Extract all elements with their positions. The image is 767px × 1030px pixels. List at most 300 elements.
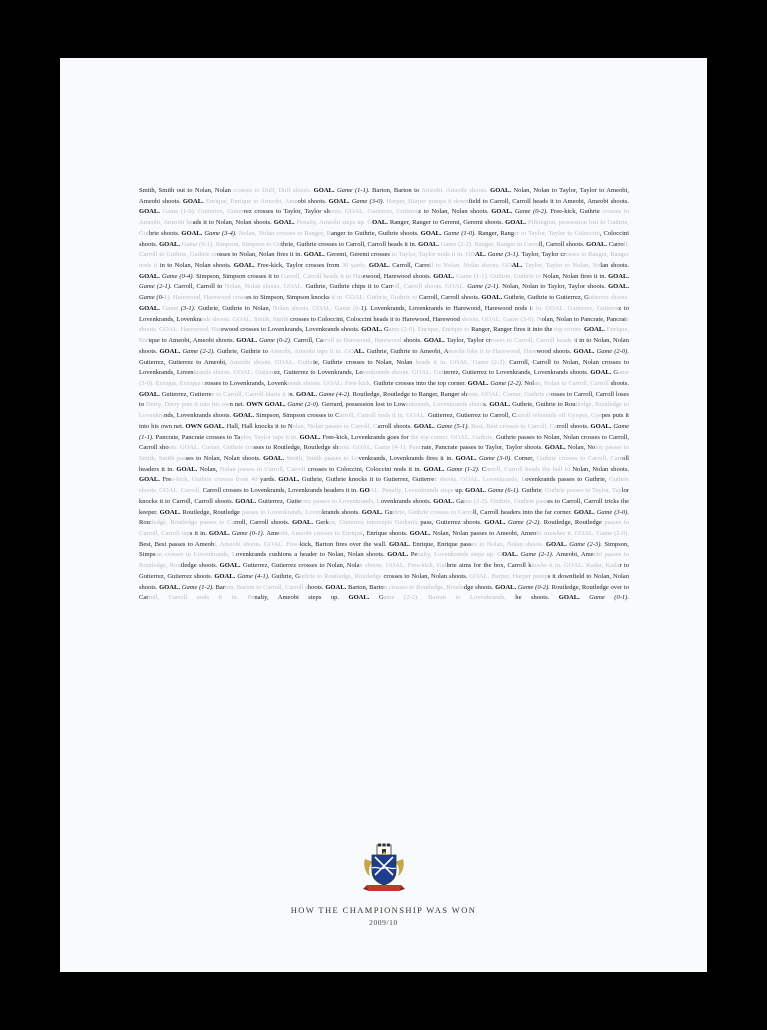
commentary-segment: Game — [162, 304, 181, 312]
commentary-segment: an, Nolan to Carroll, Carroll — [534, 379, 611, 387]
commentary-segment: G — [378, 594, 384, 602]
commentary-segment: Barton, Barto — [347, 583, 384, 591]
commentary-segment: Taylor, Taylor cr — [521, 251, 566, 259]
commentary-segment: me (2-2). Guthrie, Guthrie pass — [463, 497, 548, 505]
commentary-segment: Nolan, Nolan to Taylor, Taylor shoots. — [502, 283, 609, 291]
commentary-segment: Gutierrez, Gutie — [258, 497, 302, 505]
goal-word: GOAL. — [348, 594, 379, 602]
commentary-segment: Nol — [524, 379, 535, 387]
commentary-segment: Bar — [215, 583, 225, 591]
goal-word: GOAL. — [590, 369, 614, 377]
commentary-segment: rrez passes to Lovenkrands, L — [301, 497, 381, 505]
game-score: Game (1-1). — [139, 422, 630, 441]
commentary-segment: Harper, Harper pumps it down — [386, 197, 469, 205]
commentary-segment: s it downfield to Nolan, Nolan shoots. — [139, 572, 629, 591]
commentary-segment: passes to Carroll, Carroll tap — [139, 519, 630, 537]
goal-word: GOAL. — [573, 347, 597, 355]
commentary-segment: G — [383, 326, 389, 334]
commentary-segment: Simpson, Simps — [139, 540, 629, 559]
commentary-segment: Taylor, Taylor cr — [446, 337, 492, 345]
commentary-segment: Ranger, Rang — [477, 229, 515, 237]
commentary-segment: rands shoots. GOAL. Free-kick, — [287, 379, 374, 387]
commentary-segment: passes to Lovenkrands, Loven — [241, 508, 323, 516]
commentary-segment: up. — [455, 487, 466, 495]
commentary-segment: field to Carroll, Carroll heads it to Ameobi, Ameobi shoots. — [468, 197, 629, 205]
commentary-segment: Ame — [266, 530, 280, 537]
commentary-segment: Best, Best passes to Ameob — [139, 540, 215, 548]
goal-word: GOAL. — [182, 197, 206, 205]
commentary-segment: ots. GOAL. Corner, Guthrie cro — [168, 444, 254, 452]
goal-word: GOAL. — [214, 572, 238, 580]
commentary-segment: hrie shoots. — [148, 229, 182, 237]
goal-word: GOAL. — [176, 465, 200, 473]
commentary-segment: Nolan, Nolan fires it in. — [542, 272, 609, 280]
goal-word: GOAL. — [409, 530, 433, 537]
game-score: Game (2-1). — [467, 283, 503, 291]
commentary-segment: ylor, Taylor taps it in. — [240, 433, 300, 441]
goal-word: GOAL. — [263, 454, 287, 462]
commentary-segment: hrie aims for the box, Carroll k — [446, 562, 532, 570]
commentary-segment: ie, Guthrie crosses to Nolan, Nolan — [313, 358, 416, 366]
goal-word: GOAL. — [208, 530, 232, 537]
commentary-segment: Hall, Hall knocks it to N — [226, 422, 293, 430]
commentary-segment: Guthrie, Guthrie to — [216, 347, 270, 355]
goal-word: AL. — [475, 251, 488, 259]
commentary-segment: s. — [483, 401, 490, 409]
game-score: Game (0-4). — [161, 272, 197, 280]
commentary-segment: bi smashes it. GOAL. Game (2-0). — [536, 530, 629, 537]
goal-word: GOAL. — [139, 208, 163, 216]
commentary-segment: tledge, Routledge passes to Ca — [149, 519, 235, 527]
commentary-segment: rroll shoots. — [557, 422, 591, 430]
goal-word: GOAL. — [278, 476, 302, 484]
game-score: Game (3-1). — [487, 251, 522, 259]
commentary-segment: arroll, Carroll heads the ball to — [486, 465, 573, 473]
commentary-segment: Carroll, Carroll heads it to Har — [280, 272, 363, 280]
commentary-segment: Guthrie passes to Nolan, Nolan crosses to Carroll, Carroll sho — [139, 433, 629, 452]
goal-word: GOAL. — [325, 583, 348, 591]
commentary-segment: Corner, — [514, 454, 537, 462]
commentary-segment: ll, Carroll headers into the far corner. — [472, 508, 574, 516]
commentary-segment: oots. GOAL. Gutierrez, Gutierre — [329, 208, 419, 216]
commentary-segment: top corner. — [554, 326, 584, 334]
commentary-segment: Pilkington, possession lost to Guthrie, Gut — [139, 219, 629, 237]
commentary-segment: rez crosses to Taylor, Taylor sh — [243, 208, 330, 216]
commentary-segment: ez, Gutierrez to Lovenkrands, Lo — [274, 369, 363, 377]
game-score: Game (6-1). — [487, 487, 522, 495]
commentary-segment: C — [481, 465, 487, 473]
commentary-segment: oots. GOAL. Game (4-1). Panc — [338, 444, 422, 452]
commentary-segment: ovenkrands shoots. — [380, 497, 434, 505]
goal-word: GOAL. — [139, 390, 162, 398]
tagline: HOW THE CHAMPIONSHIP WAS WON — [290, 905, 477, 915]
commentary-segment: ique to Ameobi, Ameobi shoots. — [148, 337, 237, 345]
commentary-segment: e-kick, Guthrie crosses from 40 — [171, 476, 261, 484]
commentary-segment: yards. — [260, 476, 279, 484]
commentary-segment: Ameobi. Ameobi shoots. — [421, 187, 491, 194]
commentary-segment: uthrie to Routledge, Routledge — [299, 572, 384, 580]
commentary-segment: Guthrie, Guthrie to Ameobi, A — [366, 347, 449, 355]
commentary-segment: wood shoots. — [536, 347, 574, 355]
commentary-segment: Nolan, Nolan shoots. — [572, 465, 630, 473]
goal-word: GOAL. — [303, 251, 327, 259]
commentary-segment: tledge shoots. — [180, 562, 220, 570]
goal-word: GOAL. — [590, 422, 614, 430]
commentary-segment: lan shoots. — [600, 262, 630, 270]
commentary-segment: he shoots. — [515, 594, 559, 602]
goal-word: GOAL. — [139, 476, 163, 484]
game-score: Game (1-2). — [446, 465, 482, 473]
commentary-segment: ovenkrands passes to Guthrie, — [525, 476, 609, 484]
commentary-segment: kick, Barton fires over the wall. — [299, 540, 390, 548]
game-score: Game (2-2). — [490, 379, 525, 387]
commentary-segment: Guthrie crosses to Carroll, Carr — [536, 454, 623, 462]
game-score: Game (0-1). — [589, 594, 629, 602]
commentary-segment: lan passes to Smith, Smith pas — [139, 444, 630, 462]
commentary-segment: ll to Nolan, Nolan shoots. GO — [429, 262, 512, 270]
commentary-segment: crosses to Ameobi, Ameobi he — [139, 208, 629, 227]
commentary-segment: crosses to Duff, Duff shoots. — [233, 187, 314, 194]
game-score: Game (4-1). — [237, 572, 272, 580]
commentary-segment: ame (3-0). Enrique, Enrique c — [139, 369, 629, 387]
commentary-segment: thrie, Guthrie crosses to Carroll, Carroll heads it in. — [281, 240, 419, 248]
commentary-segment: Routledge, Routledge — [182, 508, 242, 516]
commentary-segment: Gu — [384, 508, 393, 516]
goal-word: GOAL. — [608, 283, 630, 291]
commentary-segment: Fre — [162, 476, 172, 484]
commentary-segment: pass, Gutierrez shoots. — [420, 519, 485, 527]
commentary-segment: Enrique, Enrique pass — [412, 540, 472, 548]
goal-word: OWN GOAL. — [185, 422, 227, 430]
commentary-segment: nalty, Lovenkrands steps up. G — [417, 551, 503, 559]
goal-word: GOAL. — [361, 326, 384, 334]
goal-word: OWN GOAL. — [246, 401, 288, 409]
commentary-segment: z to Nolan, Nolan shoots. — [418, 208, 492, 216]
commentary-segment: n. — [289, 390, 297, 398]
commentary-segment: Enrique, Enr — [139, 326, 629, 345]
game-score: 1). — [360, 304, 371, 312]
commentary-segment: dge shoots. — [463, 583, 496, 591]
commentary-segment: Ameobi, Ame — [555, 551, 594, 559]
commentary-segment: rate, Pancrate passes to Taylor, Taylor shoots. — [421, 444, 545, 452]
poster-page — [60, 58, 707, 972]
commentary-segment: Gutierrez, Gutierrez to Carroll, C — [427, 412, 517, 420]
goal-word: GOAL. — [545, 540, 570, 548]
commentary-segment: Game (1-0). Gutierrez, Gutier — [162, 208, 244, 216]
commentary-segment: Ameobi shoots. GOAL. Guthr — [229, 358, 314, 366]
goal-word: GOAL. — [467, 379, 491, 387]
commentary-segment: the top corner. GOAL. Guthrie, — [410, 433, 496, 441]
commentary-segment: Free-kick, Guthrie — [550, 208, 603, 216]
goal-word: GOAL. — [490, 187, 514, 194]
commentary-segment: z shoots. GOAL. Lovenkrands, L — [434, 476, 526, 484]
game-score: Game (2-2). — [182, 347, 217, 355]
commentary-segment: olan, Nolan passes to Carroll, C — [292, 422, 378, 430]
goal-word: GOAL. — [423, 337, 447, 345]
commentary-segment: osses to Carroll, Carroll loses to — [139, 390, 629, 409]
commentary-segment: crosses to Nolan, Nolan shoots. — [383, 572, 470, 580]
commentary-segment: ame (2-0). Enrique, Enrique to — [388, 326, 472, 334]
game-score: Game (3-4). — [204, 229, 239, 237]
goal-word: GOAL. — [139, 304, 163, 312]
goal-word: GO — [359, 487, 370, 495]
commentary-segment: tledge, Routledge to Lovenkra — [139, 401, 629, 420]
commentary-segment: Guthrie, Guthrie to Rou — [512, 401, 576, 409]
commentary-segment: osses to Nolan, Nolan fires it in. — [216, 251, 304, 259]
commentary-segment: Guthrie, G — [271, 572, 300, 580]
game-score: Game (2-1). — [139, 283, 174, 291]
commentary-segment: obi passes to Routledge, Rou — [139, 551, 629, 570]
commentary-segment: Taylor, Taylor to Nolan, No — [524, 262, 601, 270]
goal-word: GOAL. — [159, 347, 183, 355]
commentary-segment: Guthrie, Guthrie to Nolan, — [198, 304, 273, 312]
commentary-segment: oots. GOAL. Corner, Guthrie cr — [467, 390, 552, 398]
commentary-segment: arroll, Carroll nods it in. GOAL. — [339, 412, 428, 420]
commentary-segment: oll, Carroll shoots. GOAL. — [392, 283, 468, 291]
commentary-segment: Game (2-2). Ranger, Ranger to Carro — [440, 240, 539, 248]
commentary-segment: Guthrie crosses into the top corner. — [373, 379, 468, 387]
goal-word: GOAL. — [489, 401, 513, 409]
commentary-segment: Routledge, Routledge to Ranger, Ranger sh — [352, 390, 468, 398]
goal-word: GOAL. — [481, 294, 505, 302]
game-score: (3-1). — [180, 304, 199, 312]
goal-word: OAL. — [372, 219, 390, 227]
game-score: Game (2-2). — [508, 519, 544, 527]
commentary-segment: lor knocks it to Carroll, Carroll shoots. — [139, 487, 629, 505]
goal-word: GOAL. — [491, 208, 515, 216]
commentary-segment: Smith, Smith out to Nolan, Nolan — [139, 187, 234, 194]
commentary-segment: Routledge, Routledge — [543, 519, 605, 527]
goal-word: GOAL. — [433, 497, 457, 505]
game-score: Game (3-0). — [351, 197, 387, 205]
commentary-segment: thrie, Guthrie crosses to Carro — [392, 508, 473, 516]
commentary-segment: r to Gutierrez, Gutierrez shoots. — [139, 562, 629, 580]
game-score: Game (2-0). — [287, 401, 322, 409]
goal-word: GOAL. — [413, 422, 437, 430]
commentary-segment: nalty, Ameobi steps up. — [254, 594, 349, 602]
commentary-segment: en, Gutierrez intercepts Gerken's — [328, 519, 421, 527]
commentary-segment: Carroll, Carroll to — [173, 283, 225, 291]
goal-word: GOAL. — [387, 551, 411, 559]
commentary-segment: z to Lovenkrands, Lovenkra — [139, 304, 629, 323]
commentary-segment: osses to Ranger, Ranger nods it — [139, 251, 630, 270]
goal-word: GOAL. — [586, 240, 609, 248]
goal-word: GOAL. — [433, 272, 457, 280]
game-score: Game (2-0). — [596, 347, 629, 355]
commentary-segment: Nolan, — [199, 465, 220, 473]
goal-word: GOAL. — [423, 465, 447, 473]
commentary-segment: ewood crosses to Lovenkrands, Lovenkrands shoots. — [221, 326, 362, 334]
game-score: Game (3-0). — [596, 508, 629, 516]
commentary-segment: krands shoots. — [322, 508, 362, 516]
game-score: Game (0-2). — [259, 337, 294, 345]
commentary-segment: Ga — [456, 497, 464, 505]
commentary-segment: Carroll, Carro — [392, 262, 430, 270]
game-score: Game (3-0). — [478, 454, 515, 462]
commentary-segment: Free-kick, Lovenkrands goes for — [322, 433, 411, 441]
commentary-segment: oll headers it in. — [139, 454, 629, 473]
commentary-segment: heads it in. GOAL. Game (2-2). — [415, 358, 510, 366]
goal-word: GOAL. — [233, 262, 258, 270]
commentary-segment: Ranger, Ranger fires it into the — [471, 326, 555, 334]
commentary-segment: meobi lobs it to Harewood, Hare — [448, 347, 537, 355]
goal-word: GOAL. — [159, 508, 183, 516]
game-score: Game (4-2). — [318, 390, 353, 398]
commentary-segment: ame (2-2). Barton to Lovenkrands, — [383, 594, 516, 602]
commentary-segment: , Enrique shoots. — [362, 530, 410, 537]
commentary-segment: Game (1-1). Guthrie, Guthrie to — [456, 272, 543, 280]
goal-word: GOAL. — [484, 519, 509, 527]
commentary-segment: Nolan shoots. GOAL. Game (0- — [272, 304, 361, 312]
commentary-segment: Lovenkrands, Lovenkrands to Harewood, Harewood nods i — [370, 304, 532, 312]
commentary-segment: roll, Carroll nods it in. Pe — [148, 594, 255, 602]
goal-word: GOAL. — [159, 583, 182, 591]
commentary-segment: n crosses to Routledge, Routle — [383, 583, 464, 591]
goal-word: GOAL. — [505, 219, 529, 227]
commentary-segment: Carro — [608, 240, 624, 248]
commentary-segment: es to Simpson, Simpson knocks — [246, 294, 332, 302]
commentary-segment: arroll shoots. — [377, 422, 414, 430]
goal-word: GOAL. — [465, 487, 488, 495]
commentary-segment: Rou — [139, 519, 150, 527]
goal-word: GOAL. — [418, 240, 441, 248]
commentary-segment: Simpson, Simpson crosses to C — [255, 412, 340, 420]
commentary-segment: Gutierrez, Gutierre — [161, 390, 212, 398]
commentary-segment: , Coloccini shoots. — [139, 229, 629, 248]
commentary-segment: n shoots. GOAL. Free-kick, Gut — [359, 562, 447, 570]
commentary-segment: n net. — [229, 401, 247, 409]
commentary-segment: obi, Ameobi crosses to Enrique — [279, 530, 363, 537]
commentary-segment: enkrands, Lovenkrands shoot — [405, 401, 484, 409]
commentary-segment: shoots. GOAL. Game (3-0). N — [461, 315, 542, 323]
goal-word: GOAL. — [558, 594, 590, 602]
game-score: Game (1-1). — [336, 187, 373, 194]
game-score: Game (0-1). — [231, 530, 267, 537]
goal-word: GOAL. — [420, 229, 444, 237]
commentary-segment: es to Nolan, Nolan shoots. — [471, 540, 546, 548]
goal-word: GOAL. — [608, 272, 629, 280]
commentary-segment: AL. Penalty, Lovenkrands steps — [369, 487, 456, 495]
commentary-segment: ewood, Harewood shoots. — [362, 272, 434, 280]
game-score: Game (1-0). — [443, 229, 478, 237]
commentary-segment: Guthrie, Guthrie chips it to Carr — [305, 283, 393, 291]
commentary-segment: Nolan, Nolan crosses to Ranger, R — [238, 229, 331, 237]
goal-word: GOAL. — [273, 219, 297, 227]
game-score: Game (1-2). — [181, 583, 216, 591]
commentary-segment: Gutierrez, Gutierrez crosses to Nolan, Nola — [242, 562, 360, 570]
commentary-segment: pes puts it into his own net. — [139, 412, 629, 430]
commentary-segment: Gerrard, possession lost to Low — [321, 401, 406, 409]
commentary-segment: on crosses to Lovenkrands, L — [155, 551, 237, 559]
commentary-segment: , Guthrie passes to Taylor, Tay — [541, 487, 622, 495]
commentary-segment: ses to Nolan, Nolan shoots. — [185, 454, 264, 462]
goal-word: GOAL. — [328, 197, 352, 205]
commentary-segment: e shoots. GOAL. Harewood, Har — [139, 315, 630, 334]
goal-word: GOAL. — [455, 454, 479, 462]
commentary-segment: Carroll, Carroll to Nolan, Nolan crosses to Lovenkrands, Loven — [139, 358, 629, 377]
commentary-segment: nds shoots. GOAL. Smith, Smith — [201, 315, 291, 323]
game-score: Game (2-1). — [520, 551, 556, 559]
goal-word: GOAL. — [583, 326, 607, 334]
newcastle-united-crest-icon — [361, 843, 407, 895]
goal-word: OAL. — [502, 551, 521, 559]
commentary-segment: Pe — [410, 551, 418, 559]
goal-word: GOAL. — [219, 562, 243, 570]
commentary-segment: ton, Barton to Carroll, Carroll s — [225, 583, 308, 591]
commentary-segment: Free-kick, Taylor crosses from — [257, 262, 342, 270]
commentary-segment: Nolan passes to Carroll, Carroll — [219, 465, 308, 473]
commentary-segment: er to Taylor, Taylor to Coloccini — [514, 229, 600, 237]
commentary-segment: it in. GOAL. Guthrie, Guthrie to — [331, 294, 419, 302]
commentary-segment: anger to Guthrie, Guthrie shoots. — [330, 229, 421, 237]
goal-word: GOAL. — [313, 187, 337, 194]
commentary-segment: Game (0-1). Simpson, Simpson to Gu — [181, 240, 282, 248]
commentary-segment: GOAL. Harper, Harper pump — [469, 572, 548, 580]
goal-word: GOAL. — [389, 540, 413, 548]
goal-word: GOAL. — [233, 412, 256, 420]
commentary-segment: Barton, Barton to — [372, 187, 422, 194]
commentary-segment: z to Carroll, Carroll blasts it i — [211, 390, 290, 398]
commentary-segment: Nolan, Nolan to Taylor, Taylor to Ameobi, Ameobi shoots. — [139, 187, 629, 205]
commentary-segment: Routledge, Routledge over to Car — [139, 583, 629, 602]
commentary-segment: ovenkrands cushions a header to Nolan, Nolan shoots. — [236, 551, 388, 559]
goal-word: GOAL. — [495, 583, 518, 591]
season-label: 2009/10 — [369, 918, 398, 927]
match-commentary-text — [139, 186, 629, 604]
goal-word: AL. — [353, 347, 367, 355]
commentary-segment: obi shoots. — [297, 197, 329, 205]
game-score: Game (2-3). — [569, 540, 605, 548]
game-score: Game (0- — [139, 294, 165, 302]
commentary-segment: crosses to Coloccini, Coloccini heads it to Harewood, Harewood — [290, 315, 462, 323]
commentary-segment: nocks it in. GOAL. Kadar, Kada — [531, 562, 620, 570]
commentary-segment: osses to Carroll, Carroll heads i — [491, 337, 576, 345]
commentary-segment: Guthrie, Guthrie knocks it to Gutierrez, Gutierre — [301, 476, 435, 484]
game-score: Game (0-2). — [514, 208, 551, 216]
goal-word: GOAL. — [181, 229, 205, 237]
commentary-segment: nds, Lovenkrands shoots. — [164, 412, 234, 420]
commentary-segment: olan, Nolan to Pancrate, Pancrat — [541, 315, 627, 323]
commentary-segment: sses to Routledge, Routledge sh — [253, 444, 339, 452]
commentary-segment: s it in. — [189, 530, 209, 537]
goal-word: AL. — [511, 262, 525, 270]
commentary-segment: Best, Best crosses to Carroll, Ca — [470, 422, 557, 430]
commentary-segment: Carroll crosses to Lovenkrands, Lovenkrands headers it in. — [202, 487, 360, 495]
commentary-segment: rroll, Carroll shoots. — [234, 519, 293, 527]
goal-word: GOAL. — [236, 337, 260, 345]
commentary-segment: rroll to Harewood, Harewood — [322, 337, 404, 345]
commentary-segment: Nolan, Nolan passes to Ameobi, Ameo — [432, 530, 537, 537]
goal-word: GOAL. — [368, 262, 393, 270]
commentary-segment: ll, Carroll to Guthrie, Guthrie cr — [139, 240, 629, 259]
commentary-segment: krands shoots. GOAL. Gutierr — [193, 369, 275, 377]
commentary-segment: Simpson, Simpson crosses it to — [196, 272, 281, 280]
commentary-segment: crosses to Coloccini, Coloccini nods it in. — [307, 465, 424, 473]
commentary-segment: shoots. — [403, 337, 424, 345]
commentary-segment: t in. GOAL. Gutierrez, Gutierre — [531, 304, 619, 312]
commentary-segment: arroll rebounds off Gyepes, Gye — [516, 412, 602, 420]
commentary-segment: Derry, Derry puts it into his ow — [146, 401, 230, 409]
commentary-segment: 1). Harewood, Harewood cross — [164, 294, 247, 302]
commentary-segment: to Taylor, Taylor nods it in. GO — [391, 251, 476, 259]
commentary-segment: Nolan, Nolan shoots. GOAL. — [224, 283, 306, 291]
goal-word: GOAL. — [235, 497, 259, 505]
commentary-segment: Guthrie, Guthrie to Gutierrez, G — [504, 294, 589, 302]
commentary-segment: venkrands shoots. GOAL. Gut — [362, 369, 444, 377]
commentary-segment: G — [613, 369, 619, 377]
commentary-segment: es to Carroll, Carroll tricks the keeper. — [139, 497, 630, 516]
game-score: Game (5-1). — [436, 422, 471, 430]
